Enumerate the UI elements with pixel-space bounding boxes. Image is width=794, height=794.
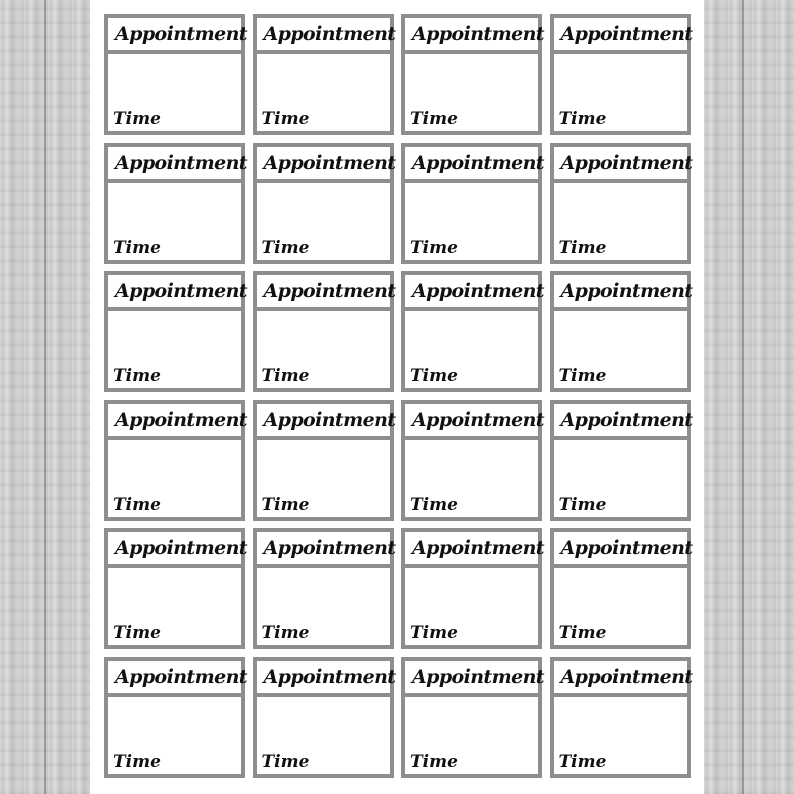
sticker-writing-area [405, 183, 538, 260]
sticker-header [405, 18, 544, 54]
sticker-writing-area [405, 54, 538, 131]
sticker-time-label: Time [558, 109, 607, 129]
sticker-writing-area [257, 54, 390, 131]
sticker-header [257, 661, 396, 697]
appointment-sticker [104, 271, 245, 392]
sticker-writing-area [257, 568, 390, 645]
wood-background-right [704, 0, 794, 794]
sticker-title: Appointment [412, 665, 544, 688]
sticker-header [108, 532, 247, 568]
sticker-writing-area [554, 311, 687, 388]
sticker-header [405, 661, 544, 697]
sticker-header [257, 275, 396, 311]
appointment-sticker [550, 271, 691, 392]
sticker-title: Appointment [263, 665, 396, 688]
sticker-writing-area [554, 568, 687, 645]
sticker-title: Appointment [263, 280, 396, 302]
sticker-writing-area [554, 183, 687, 260]
sticker-writing-area [257, 311, 390, 388]
appointment-sticker [401, 271, 542, 392]
sticker-time-label: Time [558, 237, 607, 258]
sticker-time-label: Time [410, 623, 458, 643]
sticker-title: Appointment [560, 151, 693, 174]
sticker-writing-area [405, 440, 538, 517]
appointment-sticker [253, 14, 394, 135]
sticker-time-label: Time [410, 109, 458, 129]
sticker-time-label: Time [113, 494, 161, 515]
sticker-title: Appointment [115, 408, 247, 431]
wood-plank-seam [44, 0, 46, 794]
sticker-title: Appointment [115, 23, 247, 45]
sticker-title: Appointment [263, 408, 396, 431]
sticker-time-label: Time [558, 366, 607, 386]
sticker-time-label: Time [410, 494, 458, 515]
sticker-writing-area [108, 440, 241, 517]
appointment-sticker [253, 271, 394, 392]
sticker-writing-area [405, 697, 538, 774]
sticker-header [257, 404, 396, 440]
sticker-time-label: Time [558, 623, 607, 643]
sticker-title: Appointment [115, 665, 247, 688]
sticker-header [257, 532, 396, 568]
appointment-sticker [401, 143, 542, 264]
sticker-title: Appointment [560, 537, 693, 559]
sticker-time-label: Time [261, 751, 310, 772]
sticker-title: Appointment [115, 151, 247, 174]
sticker-time-label: Time [558, 494, 607, 515]
sticker-header [108, 18, 247, 54]
sticker-header [257, 147, 396, 183]
sticker-time-label: Time [261, 494, 310, 515]
sticker-title: Appointment [560, 23, 693, 45]
sticker-title: Appointment [115, 280, 247, 302]
sticker-title: Appointment [263, 151, 396, 174]
sticker-title: Appointment [560, 665, 693, 688]
sticker-header [405, 147, 544, 183]
appointment-sticker [401, 14, 542, 135]
sticker-writing-area [405, 568, 538, 645]
sticker-time-label: Time [261, 623, 310, 643]
appointment-sticker [550, 657, 691, 778]
sticker-header [108, 275, 247, 311]
sticker-header [554, 147, 693, 183]
appointment-sticker [104, 657, 245, 778]
sticker-header [554, 18, 693, 54]
appointment-sticker [550, 143, 691, 264]
sticker-header [554, 404, 693, 440]
sticker-time-label: Time [113, 109, 161, 129]
appointment-sticker [550, 14, 691, 135]
appointment-sticker [104, 14, 245, 135]
sticker-sheet [90, 0, 704, 794]
appointment-sticker [104, 528, 245, 649]
appointment-sticker [550, 528, 691, 649]
sticker-header [257, 18, 396, 54]
sticker-header [108, 147, 247, 183]
sticker-writing-area [554, 440, 687, 517]
sticker-writing-area [405, 311, 538, 388]
appointment-sticker [253, 528, 394, 649]
sticker-time-label: Time [113, 751, 161, 772]
sticker-writing-area [108, 568, 241, 645]
appointment-sticker [550, 400, 691, 521]
sticker-writing-area [108, 697, 241, 774]
sticker-writing-area [108, 183, 241, 260]
sticker-writing-area [257, 440, 390, 517]
sticker-time-label: Time [261, 109, 310, 129]
wood-background-left [0, 0, 90, 794]
appointment-sticker [104, 400, 245, 521]
sticker-title: Appointment [412, 280, 544, 302]
sticker-writing-area [554, 54, 687, 131]
wood-plank-seam [742, 0, 744, 794]
sticker-time-label: Time [410, 751, 458, 772]
sticker-header [405, 275, 544, 311]
sticker-title: Appointment [263, 537, 396, 559]
sticker-title: Appointment [263, 23, 396, 45]
sticker-writing-area [108, 311, 241, 388]
sticker-header [405, 532, 544, 568]
sticker-header [405, 404, 544, 440]
sticker-time-label: Time [113, 623, 161, 643]
sticker-writing-area [257, 183, 390, 260]
sticker-time-label: Time [113, 366, 161, 386]
sticker-time-label: Time [113, 237, 161, 258]
sticker-title: Appointment [560, 280, 693, 302]
appointment-sticker [401, 400, 542, 521]
sticker-writing-area [554, 697, 687, 774]
sticker-header [108, 404, 247, 440]
appointment-sticker [401, 528, 542, 649]
appointment-sticker [253, 143, 394, 264]
sticker-writing-area [108, 54, 241, 131]
sticker-time-label: Time [261, 366, 310, 386]
appointment-sticker [253, 657, 394, 778]
sticker-header [554, 275, 693, 311]
appointment-sticker [104, 143, 245, 264]
sticker-title: Appointment [412, 23, 544, 45]
sticker-time-label: Time [261, 237, 310, 258]
sticker-title: Appointment [412, 537, 544, 559]
sticker-title: Appointment [560, 408, 693, 431]
appointment-sticker [401, 657, 542, 778]
sticker-writing-area [257, 697, 390, 774]
sticker-header [554, 661, 693, 697]
sticker-time-label: Time [558, 751, 607, 772]
sticker-header [108, 661, 247, 697]
sticker-time-label: Time [410, 237, 458, 258]
sticker-time-label: Time [410, 366, 458, 386]
appointment-sticker [253, 400, 394, 521]
sticker-grid [104, 14, 691, 778]
sticker-title: Appointment [412, 151, 544, 174]
sticker-title: Appointment [115, 537, 247, 559]
sticker-header [554, 532, 693, 568]
sticker-title: Appointment [412, 408, 544, 431]
